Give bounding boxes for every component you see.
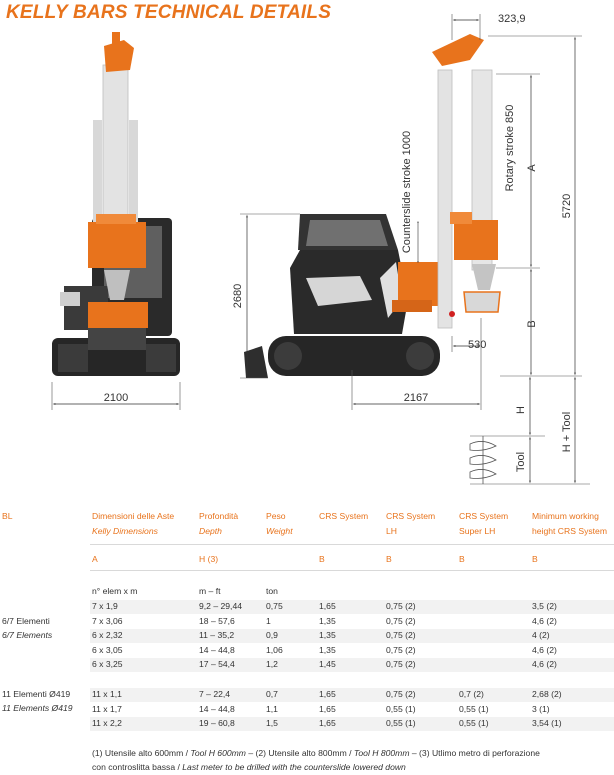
header-weight-en: Weight	[266, 526, 293, 536]
table-cell-dims: 11 x 1,7	[92, 703, 122, 714]
footnote-text-italic: Tool H 800mm	[353, 748, 410, 758]
table-cell-crs-super: 0,55 (1)	[459, 718, 489, 729]
dim-2167-text: 2167	[403, 392, 429, 404]
table-cell-dims: 11 x 2,2	[92, 718, 122, 729]
code-depth: H (3)	[199, 554, 219, 564]
table-cell-crs-lh: 0,75 (2)	[386, 630, 416, 641]
table-cell-min: 4 (2)	[532, 630, 550, 641]
code-crs-super: B	[459, 554, 465, 564]
code-min: B	[532, 554, 538, 564]
header-dims-en: Kelly Dimensions	[92, 526, 158, 536]
code-crs: B	[319, 554, 325, 564]
table-cell-crs-lh: 0,55 (1)	[386, 718, 416, 729]
table-cell-crs-super: 0,55 (1)	[459, 703, 489, 714]
table-cell-crs-lh: 0,75 (2)	[386, 601, 416, 611]
table-cell-weight: 1,06	[266, 644, 283, 655]
table-cell-crs-lh: 0,75 (2)	[386, 615, 416, 626]
code-dims: A	[92, 554, 98, 564]
table-cell-crs-lh: 0,75 (2)	[386, 659, 416, 670]
page-title: KELLY BARS TECHNICAL DETAILS	[6, 2, 332, 23]
rotary-label: Rotary stroke 850	[504, 104, 516, 192]
dim-front-width	[52, 382, 180, 410]
table-cell-weight: 1,1	[266, 703, 278, 714]
dim-530-text: 530	[468, 339, 487, 351]
table-cell-weight: 1	[266, 615, 271, 626]
table-cell-depth: 14 – 44,8	[199, 644, 235, 655]
table-cell-min: 2,68 (2)	[532, 689, 562, 699]
footnote-text-italic: Last meter to be drilled with the counterslide lowered down	[182, 762, 406, 772]
unit-depth: m – ft	[199, 586, 221, 596]
table-cell-weight: 1,2	[266, 659, 278, 670]
table-cell-min: 4,6 (2)	[532, 659, 557, 670]
group1-label-en: 6/7 Elements	[2, 630, 53, 640]
counterslide-label: Counterslide stroke 1000	[401, 130, 413, 254]
table-cell-crs: 1,65	[319, 703, 336, 714]
footnote-text-italic: Tool H 600mm	[190, 748, 246, 758]
table-cell-crs: 1,35	[319, 630, 336, 641]
table-cell-dims: 6 x 3,25	[92, 659, 123, 670]
table-cell-depth: 18 – 57,6	[199, 615, 235, 626]
front-view	[52, 32, 180, 376]
header-crs-lh-2: LH	[386, 526, 397, 536]
table-cell-min: 3,54 (1)	[532, 718, 562, 729]
unit-dims: n° elem x m	[92, 586, 138, 596]
table-cell-dims: 7 x 1,9	[92, 601, 118, 611]
table-cell-crs: 1,65	[319, 689, 336, 699]
table-cell-depth: 19 – 60,8	[199, 718, 235, 729]
table-cell-crs: 1,35	[319, 644, 336, 655]
table-cell-min: 4,6 (2)	[532, 644, 557, 655]
header-depth-en: Depth	[199, 526, 222, 536]
side-dimensions	[232, 13, 590, 484]
header-crs-super-2: Super LH	[459, 526, 496, 536]
table-cell-crs-lh: 0,55 (1)	[386, 703, 416, 714]
table-cell-weight: 1,5	[266, 718, 278, 729]
table-rule	[90, 570, 614, 571]
table-cell-depth: 17 – 54,4	[199, 659, 235, 670]
table-cell-depth: 7 – 22,4	[199, 689, 231, 699]
table-cell-crs: 1,65	[319, 601, 336, 611]
label-H: H	[515, 406, 527, 414]
table-cell-dims: 6 x 2,32	[92, 630, 123, 641]
table-cell-crs-lh: 0,75 (2)	[386, 689, 416, 699]
header-weight-it: Peso	[266, 511, 286, 521]
dim-5720-text: 5720	[561, 193, 573, 219]
table-cell-min: 3 (1)	[532, 703, 550, 714]
table-cell-crs: 1,65	[319, 718, 336, 729]
table-cell-dims: 6 x 3,05	[92, 644, 123, 655]
table-cell-min: 3,5 (2)	[532, 601, 557, 611]
table-cell-weight: 0,9	[266, 630, 278, 641]
label-tool: Tool	[515, 451, 527, 473]
footnote-text: – (3) Utlimo metro di perforazione	[409, 748, 540, 758]
header-crs-super-1: CRS System	[459, 511, 509, 521]
table-cell-dims: 11 x 1,1	[92, 689, 122, 699]
unit-weight: ton	[266, 586, 278, 596]
footnote-text: con controslitta bassa /	[92, 762, 183, 772]
header-depth-it: Profondità	[199, 511, 239, 521]
code-crs-lh: B	[386, 554, 392, 564]
header-crs: CRS System	[319, 511, 369, 521]
table-cell-crs-super: 0,7 (2)	[459, 689, 484, 699]
header-min-2: height CRS System	[532, 526, 607, 536]
footnote-text: – (2) Utensile alto 800mm /	[245, 748, 354, 758]
auger-tool-sketch	[470, 436, 496, 484]
group1-label-it: 6/7 Elementi	[2, 616, 50, 626]
table-cell-weight: 0,75	[266, 601, 283, 611]
table-cell-depth: 9,2 – 29,44	[199, 601, 243, 611]
header-dims-it: Dimensioni delle Aste	[92, 511, 175, 521]
table-cell-depth: 14 – 44,8	[199, 703, 235, 714]
dim-323-text: 323,9	[498, 13, 526, 25]
label-B: B	[526, 320, 538, 328]
table-rule	[90, 544, 614, 545]
header-min-1: Minimum working	[532, 511, 599, 521]
table-cell-crs: 1,35	[319, 615, 336, 626]
footnote-text: (1) Utensile alto 600mm /	[92, 748, 191, 758]
table-cell-dims: 7 x 3,06	[92, 615, 123, 626]
side-view	[244, 34, 500, 378]
label-A: A	[526, 164, 538, 172]
table-cell-depth: 11 – 35,2	[199, 630, 235, 641]
footnote-line-1	[92, 746, 540, 760]
header-crs-lh-1: CRS System	[386, 511, 436, 521]
footnote-line-2	[92, 760, 406, 774]
header-bl: BL	[2, 511, 13, 521]
table-cell-crs-lh: 0,75 (2)	[386, 644, 416, 655]
label-h-tool: H + Tool	[561, 411, 573, 453]
dim-2680-text: 2680	[232, 283, 244, 309]
dim-2100-text: 2100	[103, 392, 129, 404]
table-cell-crs: 1,45	[319, 659, 336, 670]
group2-label-en: 11 Elements Ø419	[2, 703, 73, 713]
table-cell-weight: 0,7	[266, 689, 278, 699]
table-cell-min: 4,6 (2)	[532, 615, 557, 626]
group2-label-it: 11 Elementi Ø419	[2, 689, 71, 699]
